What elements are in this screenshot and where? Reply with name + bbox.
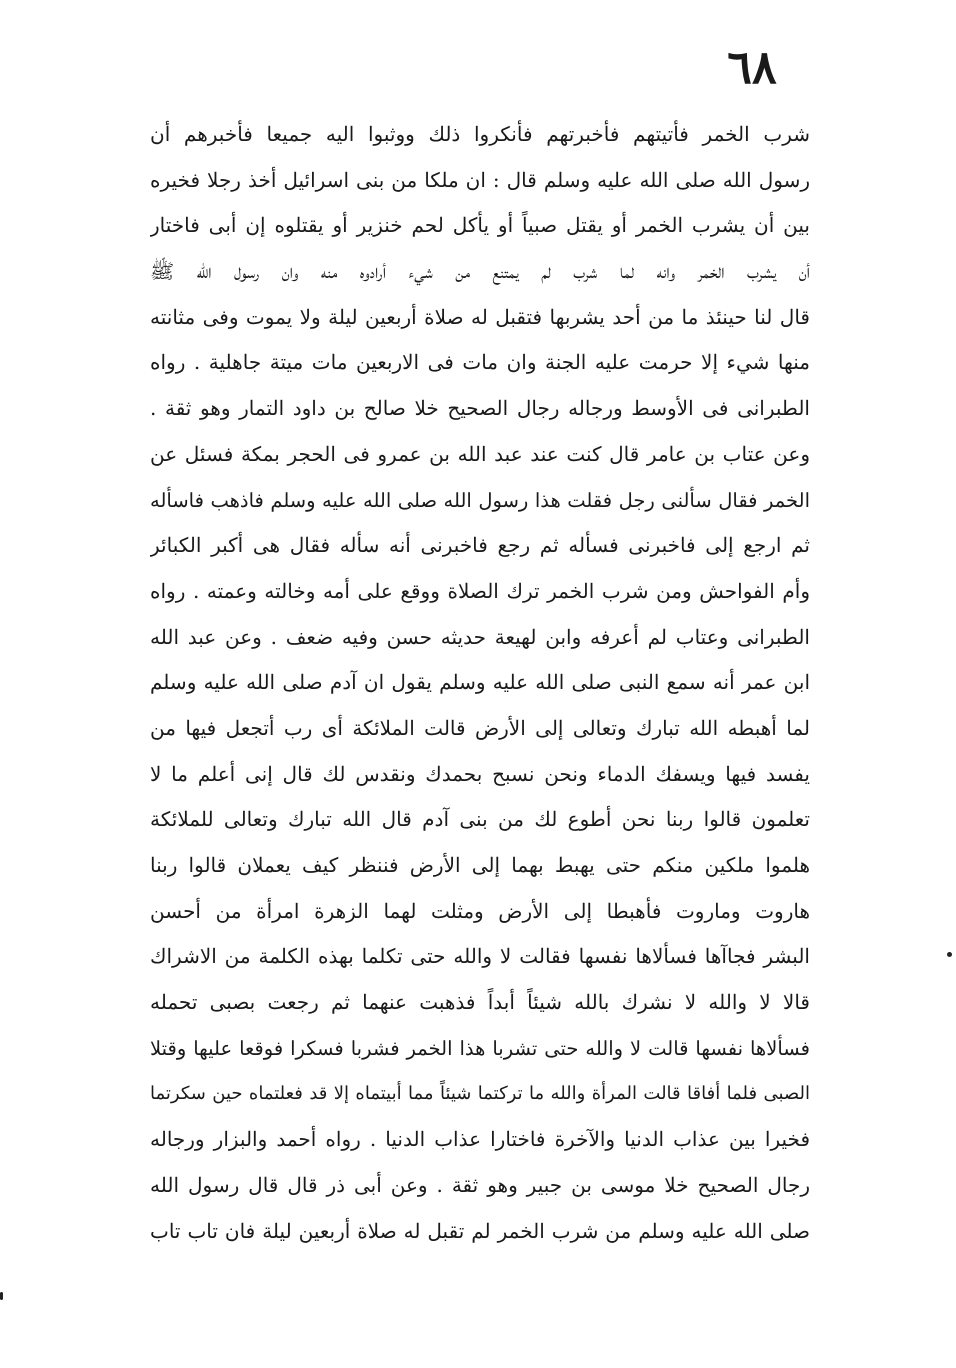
text-line: الطبرانى وعتاب لم أعرفه وابن لهيعة حديثه حسن وفيه ضعف . وعن عبد الله <box>150 624 810 649</box>
text-line: هاروت وماروت فأهبطا إلى الأرض ومثلت لهما الزهرة امرأة من أحسن <box>150 898 810 923</box>
scan-speck <box>0 1292 3 1300</box>
text-line: الصبى فلما أفاقا قالت المرأة والله ما تركتما شيئاً مما أبيتماه إلا قد فعلتماه حين سكرتما <box>150 1083 810 1105</box>
scan-speck <box>947 952 952 957</box>
text-line: رسول الله صلى الله عليه وسلم قال : ان ملكا من بنى اسرائيل أخذ رجلا فخيره <box>150 167 810 192</box>
text-line: أن يشرب الخمر وانه لما شرب لم يمتنع من شيء أرادوه منه وان رسول الله ﷺ <box>150 259 810 284</box>
text-line: ثم ارجع إلى فاخبرنى فسأله ثم رجع فاخبرنى أنه سأله فقال هى أكبر الكبائر <box>150 533 810 558</box>
text-line: فسألاها نفسها قالت لا والله حتى تشربا هذا الخمر فشربا فسكرا فوقعا عليها وقتلا <box>150 1036 810 1060</box>
text-line: لما أهبطه الله تبارك وتعالى إلى الأرض قالت الملائكة أى رب أتجعل فيها من <box>150 715 810 740</box>
text-line: هلموا ملكين منكم حتى يهبط بهما إلى الأرض فننظر كيف يعملان قالوا ربنا <box>150 853 810 877</box>
text-line: صلى الله عليه وسلم من شرب الخمر لم تقبل له صلاة أربعين ليلة فان تاب تاب <box>150 1218 810 1243</box>
text-line: وعن عتاب بن عامر قال كنت عند عبد الله بن عمرو فى الحجر بمكة فسئل عن <box>150 441 810 466</box>
text-line: الخمر فقال سألنى رجل فقلت هذا رسول الله صلى الله عليه وسلم فاذهب فاسأله <box>150 488 810 512</box>
text-line: قالا لا والله لا نشرك بالله شيئاً أبداً فذهبت عنهما ثم رجعت بصبى تحمله <box>150 990 810 1015</box>
text-line: تعلمون قالوا ربنا نحن أطوع لك من بنى آدم قال الله تبارك وتعالى للملائكة <box>150 807 810 832</box>
text-line: فخيرا بين عذاب الدنيا والآخرة فاختارا عذاب الدنيا . رواه أحمد والبزار ورجاله <box>150 1127 810 1152</box>
text-line: البشر فجاآها فسألاها نفسها فقالت لا والله حتى تكلما بهذه الكلمة من الاشراك <box>150 944 810 969</box>
text-line: وأم الفواحش ومن شرب الخمر ترك الصلاة ووقع على أمه وخالته وعمته . رواه <box>150 578 810 603</box>
text-line: رجال الصحيح خلا موسى بن جبير وهو ثقة . وعن أبى ذر قال قال رسول الله <box>150 1172 810 1197</box>
text-line: شرب الخمر فأتيتهم فأخبرتهم فأنكروا ذلك ووثبوا اليه جميعا فأخبرهم أن <box>150 122 810 146</box>
text-line: الطبرانى فى الأوسط ورجاله رجال الصحيح خلا صالح بن داود التمار وهو ثقة . <box>150 396 810 421</box>
text-line: يفسد فيها ويسفك الدماء ونحن نسبح بحمدك ونقدس لك قال إنى أعلم ما لا <box>150 761 810 786</box>
text-line: منها شيء إلا حرمت عليه الجنة وان مات فى الاربعين مات ميتة جاهلية . رواه <box>150 350 810 375</box>
text-line: قال لنا حينئذ ما من أحد يشربها فتقبل له صلاة أربعين ليلة ولا يموت وفى مثانته <box>150 304 810 329</box>
body-text <box>150 112 810 1254</box>
page-number: ٦٨ <box>727 40 777 94</box>
text-line: بين أن يشرب الخمر أو يقتل صبياً أو يأكل لحم خنزير أو يقتلوه إن أبى فاختار <box>150 213 810 238</box>
text-line: ابن عمر أنه سمع النبى صلى الله عليه وسلم يقول ان آدم صلى الله عليه وسلم <box>150 670 810 695</box>
